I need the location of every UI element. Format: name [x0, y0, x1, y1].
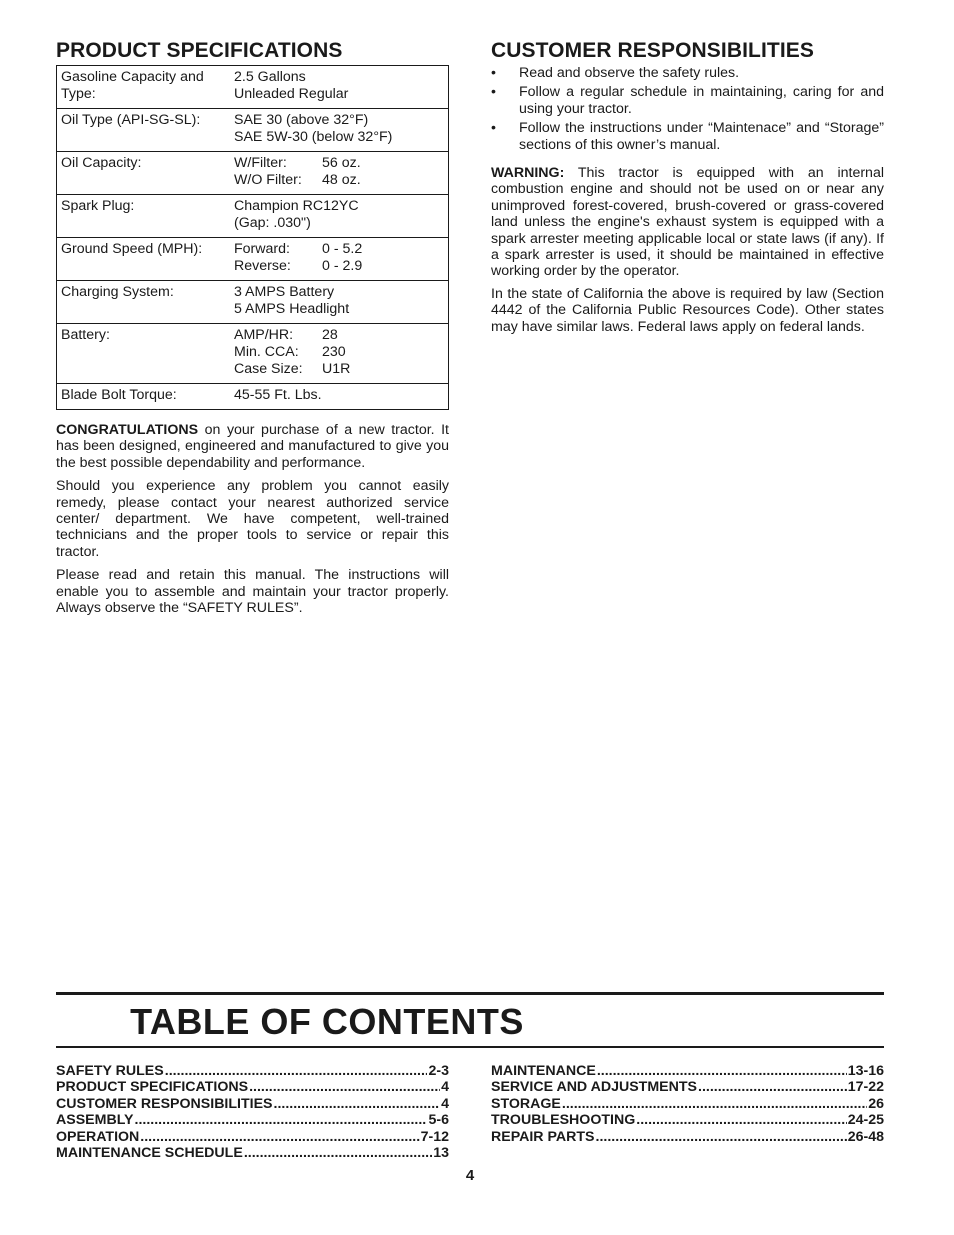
- spec-label: Battery:: [57, 324, 231, 384]
- spec-sub-value: U1R: [322, 361, 351, 377]
- spec-value-pair: [234, 241, 444, 258]
- warning-text: This tractor is equipped with an internal combustion engine and should not be used on or near any unimproved forest-covered, brush-covered or grass-covered land unless the engine's exhaust system is equipped with a spark arrester meeting applicable local or state laws (if any). If a spark arrester is used, it should be maintained in effective working order by the operator.: [491, 165, 884, 280]
- spec-label: Spark Plug:: [57, 195, 231, 238]
- warning-paragraph: [491, 165, 884, 280]
- toc-entry-name: TROUBLESHOOTING: [491, 1112, 636, 1129]
- spec-sub-value: 28: [322, 327, 338, 343]
- warning-bold: WARNING:: [491, 165, 565, 182]
- toc-entry-page: 26: [868, 1095, 884, 1112]
- toc-leader-dots: [562, 1096, 867, 1112]
- toc-leader-dots: [274, 1096, 441, 1112]
- toc-entry: [56, 1145, 449, 1161]
- spec-value-line: SAE 30 (above 32°F): [234, 112, 369, 128]
- toc-entry-page: 13-16: [847, 1063, 884, 1079]
- spec-sub-value: 56 oz.: [322, 155, 361, 171]
- specs-heading: PRODUCT SPECIFICATIONS: [56, 39, 343, 62]
- spec-value-pair: [234, 258, 444, 275]
- toc-entry-name: MAINTENANCE SCHEDULE: [56, 1145, 243, 1162]
- toc-heading: TABLE OF CONTENTS: [130, 1001, 524, 1042]
- toc-top-rule: [56, 992, 884, 995]
- toc-left-column: [56, 1063, 449, 1161]
- spec-value-line: Unleaded Regular: [234, 86, 349, 102]
- toc-leader-dots: [636, 1112, 846, 1128]
- spec-sub-value: 230: [322, 344, 346, 360]
- customer-heading: CUSTOMER RESPONSIBILITIES: [491, 39, 814, 62]
- toc-leader-dots: [596, 1129, 847, 1145]
- spec-value: [230, 238, 449, 281]
- list-item: • Read and observe the safety rules.: [491, 65, 884, 81]
- table-row: [57, 384, 449, 410]
- toc-entry: [56, 1079, 449, 1095]
- table-row: [57, 195, 449, 238]
- intro-section: [56, 422, 449, 616]
- toc-entry: [491, 1096, 884, 1112]
- toc-leader-dots: [165, 1063, 428, 1079]
- table-row: [57, 238, 449, 281]
- toc-entry: [56, 1112, 449, 1128]
- spec-label: Oil Type (API-SG-SL):: [57, 109, 231, 152]
- toc-entry: [491, 1112, 884, 1128]
- toc-entry-name: CUSTOMER RESPONSIBILITIES: [56, 1095, 273, 1112]
- spec-value-pair: [234, 361, 444, 378]
- congrats-bold: CONGRATULATIONS: [56, 422, 199, 438]
- toc-bottom-rule: [56, 1046, 884, 1048]
- spec-value-line: 3 AMPS Battery: [234, 284, 335, 300]
- spec-sub-label: Forward:: [234, 241, 290, 257]
- table-row: [57, 324, 449, 384]
- spec-value: [230, 195, 449, 238]
- spec-value-line: SAE 5W-30 (below 32°F): [234, 129, 393, 145]
- toc-entry-name: ASSEMBLY: [56, 1112, 134, 1129]
- toc-entry-page: 5-6: [428, 1112, 449, 1129]
- retain-paragraph: Please read and retain this manual. The instructions will enable you to assemble and maintain your tractor properly. Always observe the “SAFETY RULES”.: [56, 567, 449, 617]
- table-row: [57, 109, 449, 152]
- toc-entry-page: 13: [433, 1145, 449, 1162]
- spec-sub-value: 48 oz.: [322, 172, 361, 188]
- toc-entry: [491, 1079, 884, 1095]
- spec-value: [230, 66, 449, 109]
- spec-label: Blade Bolt Torque:: [57, 384, 231, 410]
- specs-table: [56, 65, 449, 410]
- table-row: [57, 66, 449, 109]
- spec-value: [230, 281, 449, 324]
- toc-entry-page: 26-48: [847, 1128, 884, 1145]
- toc-entry: [56, 1063, 449, 1079]
- toc-entry-name: SAFETY RULES: [56, 1063, 164, 1079]
- toc-entry: [56, 1129, 449, 1145]
- spec-value-line: 2.5 Gallons: [234, 69, 306, 85]
- spec-sub-label: W/O Filter:: [234, 172, 302, 188]
- left-column: [56, 38, 449, 623]
- toc-leader-dots: [244, 1145, 432, 1161]
- spec-value-pair: [234, 344, 444, 361]
- spec-sub-label: Reverse:: [234, 258, 291, 274]
- toc-leader-dots: [135, 1112, 428, 1128]
- congrats-paragraph: [56, 422, 449, 471]
- toc-entry-name: REPAIR PARTS: [491, 1128, 595, 1145]
- toc-entry-page: 4: [441, 1079, 449, 1096]
- spec-sub-value: 0 - 2.9: [322, 258, 363, 274]
- spec-value-pair: [234, 155, 444, 172]
- toc-leader-dots: [597, 1063, 847, 1079]
- list-item: • Follow the instructions under “Maintenace” and “Storage” sections of this owner’s manual.: [491, 120, 884, 153]
- spec-sub-label: Case Size:: [234, 361, 303, 377]
- congrats-text: on your purchase of a new tractor. It has been designed, engineered and manufactured to give you the best possible dependability and performance.: [56, 422, 449, 471]
- toc-entry-name: MAINTENANCE: [491, 1063, 596, 1079]
- toc-leader-dots: [698, 1079, 847, 1095]
- spec-value-pair: [234, 172, 444, 189]
- warning-section: [491, 165, 884, 335]
- list-item: • Follow a regular schedule in maintaining, caring for and using your tractor.: [491, 84, 884, 117]
- table-row: [57, 152, 449, 195]
- spec-sub-value: 0 - 5.2: [322, 241, 363, 257]
- toc-entry-page: 24-25: [847, 1112, 884, 1129]
- page-number: 4: [465, 1167, 475, 1184]
- toc-entry-page: 2-3: [428, 1063, 449, 1079]
- responsibility-list: [491, 65, 884, 153]
- spec-value: [230, 152, 449, 195]
- spec-value-line: 5 AMPS Headlight: [234, 301, 350, 317]
- toc-right-column: [491, 1063, 884, 1145]
- spec-value-line: 45-55 Ft. Lbs.: [234, 387, 322, 403]
- spec-sub-label: Min. CCA:: [234, 344, 299, 360]
- toc-leader-dots: [249, 1079, 440, 1095]
- right-column: [491, 38, 884, 341]
- toc-entry-name: PRODUCT SPECIFICATIONS: [56, 1079, 249, 1096]
- spec-label: Charging System:: [57, 281, 231, 324]
- toc-entry: [491, 1063, 884, 1079]
- toc-entry-name: SERVICE AND ADJUSTMENTS: [491, 1079, 698, 1096]
- table-row: [57, 281, 449, 324]
- spec-value-line: Champion RC12YC: [234, 198, 359, 214]
- spec-value-pair: [234, 327, 444, 344]
- problem-paragraph: Should you experience any problem you cannot easily remedy, please contact your nearest authorized service center/ department. We have competent, well-trained technicians and the proper tools to service or repair this tractor.: [56, 478, 449, 560]
- spec-value-line: (Gap: .030"): [234, 215, 311, 231]
- toc-entry: [491, 1129, 884, 1145]
- toc-leader-dots: [140, 1129, 419, 1145]
- spec-value: [230, 109, 449, 152]
- toc-entry-name: STORAGE: [491, 1095, 561, 1112]
- toc-entry: [56, 1096, 449, 1112]
- spec-label: Gasoline Capacity and Type:: [57, 66, 231, 109]
- spec-sub-label: W/Filter:: [234, 155, 287, 171]
- toc-entry-page: 4: [441, 1095, 449, 1112]
- toc-entry-name: OPERATION: [56, 1128, 140, 1145]
- toc-entry-page: 7-12: [420, 1128, 449, 1145]
- spec-value: [230, 324, 449, 384]
- toc-entry-page: 17-22: [847, 1079, 884, 1096]
- spec-value: [230, 384, 449, 410]
- california-paragraph: In the state of California the above is required by law (Section 4442 of the California Public Resources Code). Other states may have similar laws. Federal laws apply on federal lands.: [491, 285, 884, 335]
- spec-sub-label: AMP/HR:: [234, 327, 294, 343]
- spec-label: Ground Speed (MPH):: [57, 238, 231, 281]
- spec-label: Oil Capacity:: [57, 152, 231, 195]
